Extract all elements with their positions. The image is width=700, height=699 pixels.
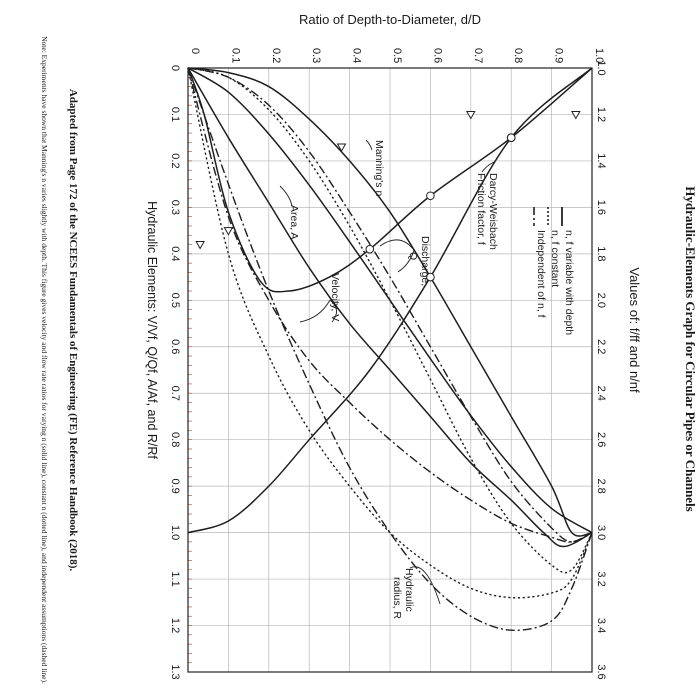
triangle-marker <box>338 144 346 151</box>
x-top-tick-label: 1.0 <box>595 60 607 76</box>
x-top-tick-label: 1.6 <box>595 199 607 216</box>
x-top-tick-label: 1.4 <box>595 153 607 169</box>
x-top-tick-label: 3.2 <box>595 571 607 587</box>
y-tick-label: 0.8 <box>512 48 525 64</box>
triangle-marker <box>572 111 580 118</box>
label-darcy-1: Darcy-Weisbach <box>487 173 499 250</box>
y-tick-label: 0.6 <box>431 48 444 64</box>
x-bottom-tick-label: 0.4 <box>169 246 181 262</box>
x-bottom-tick-label: 0.3 <box>169 199 181 216</box>
x-bottom-tick-label: 0.2 <box>169 153 181 169</box>
x-top-tick-label: 3.0 <box>595 524 607 541</box>
triangle-marker <box>224 228 232 235</box>
label-discharge-1: Discharge, <box>419 236 431 287</box>
y-tick-label: 1.0 <box>593 48 605 64</box>
y-tick-label: 0.4 <box>350 48 363 64</box>
y-tick-label: 0.7 <box>471 48 484 64</box>
x-bottom-tick-label: 0.1 <box>169 106 181 123</box>
x-bottom-tick-label: 0.6 <box>169 339 181 355</box>
x-top-tick-label: 2.4 <box>595 385 607 401</box>
x-bottom-tick-label: 1.2 <box>169 617 181 634</box>
label-radius-2: radius, R <box>391 577 403 620</box>
x-top-tick-label: 3.6 <box>595 664 607 680</box>
x-bottom-tick-label: 1.0 <box>169 524 181 541</box>
x-top-tick-label: 2.0 <box>595 292 607 308</box>
triangle-marker <box>196 242 204 249</box>
x-top-tick-label: 2.2 <box>595 339 607 355</box>
note-text: Note: Experiments have shown that Manning's n varies slightly with depth. This figure gives velocity and flow rate ratios for varying n (solid line), constant n (dotted line), and independent assumptions (dashed line). <box>40 36 49 684</box>
ylabel: Ratio of Depth-to-Diameter, d/D <box>298 12 482 27</box>
label-velocity: Velocity, V <box>329 273 341 322</box>
x-bottom-tick-label: 0.5 <box>169 292 181 308</box>
circle-marker <box>366 245 374 253</box>
x-bottom-tick-label: 0.9 <box>169 478 181 494</box>
xlabel-bottom: Hydraulic Elements: V/Vf, Q/Qf, A/Af, and R/Rf <box>145 201 159 459</box>
x-top-tick-label: 1.8 <box>595 246 607 262</box>
x-bottom-tick-label: 0 <box>169 64 181 72</box>
xlabel-top: Values of: f/ff and n/nf <box>627 267 642 393</box>
x-top-tick-label: 2.6 <box>595 432 607 448</box>
y-tick-label: 0 <box>189 48 201 55</box>
leader-mannings-n <box>366 140 372 150</box>
y-tick-label: 0.3 <box>310 48 323 64</box>
y-tick-label: 0.1 <box>229 48 242 64</box>
y-tick-label: 0.2 <box>269 48 282 64</box>
leader-area <box>280 186 292 206</box>
source-line: Adapted from Page 172 of the NCEES Fundamentals of Engineering (FE) Reference Handbook (2018). <box>67 88 79 572</box>
circle-marker <box>507 134 515 142</box>
x-bottom-tick-label: 1.1 <box>169 571 181 587</box>
label-discharge-2: Q <box>407 252 419 261</box>
x-bottom-tick-label: 0.7 <box>169 385 181 401</box>
x-top-tick-label: 3.4 <box>595 617 607 634</box>
chart-title: Hydraulic-Elements Graph for Circular Pipes or Channels <box>683 186 698 512</box>
label-radius-1: Hydraulic <box>403 568 415 612</box>
legend-entry-constant: n, f constant <box>549 230 561 288</box>
legend-entry-independent: Independent of n, f <box>535 230 547 318</box>
x-top-tick-label: 1.2 <box>595 106 607 123</box>
y-tick-label: 0.5 <box>391 48 403 64</box>
x-bottom-tick-label: 1.3 <box>169 664 181 680</box>
x-top-tick-label: 2.8 <box>595 478 607 494</box>
triangle-marker <box>467 111 475 118</box>
x-bottom-tick-label: 0.8 <box>169 432 181 448</box>
label-area: Area, A <box>288 205 300 240</box>
legend <box>534 207 575 335</box>
label-darcy-2: Friction factor, f <box>475 173 487 245</box>
leader-velocity-b <box>300 300 330 322</box>
circle-marker <box>427 192 435 200</box>
legend-entry-variable: n, f variable with depth <box>563 230 575 336</box>
label-mannings-n: Manning's n <box>373 140 385 197</box>
plot-area <box>169 48 607 680</box>
y-tick-label: 0.9 <box>552 48 565 64</box>
